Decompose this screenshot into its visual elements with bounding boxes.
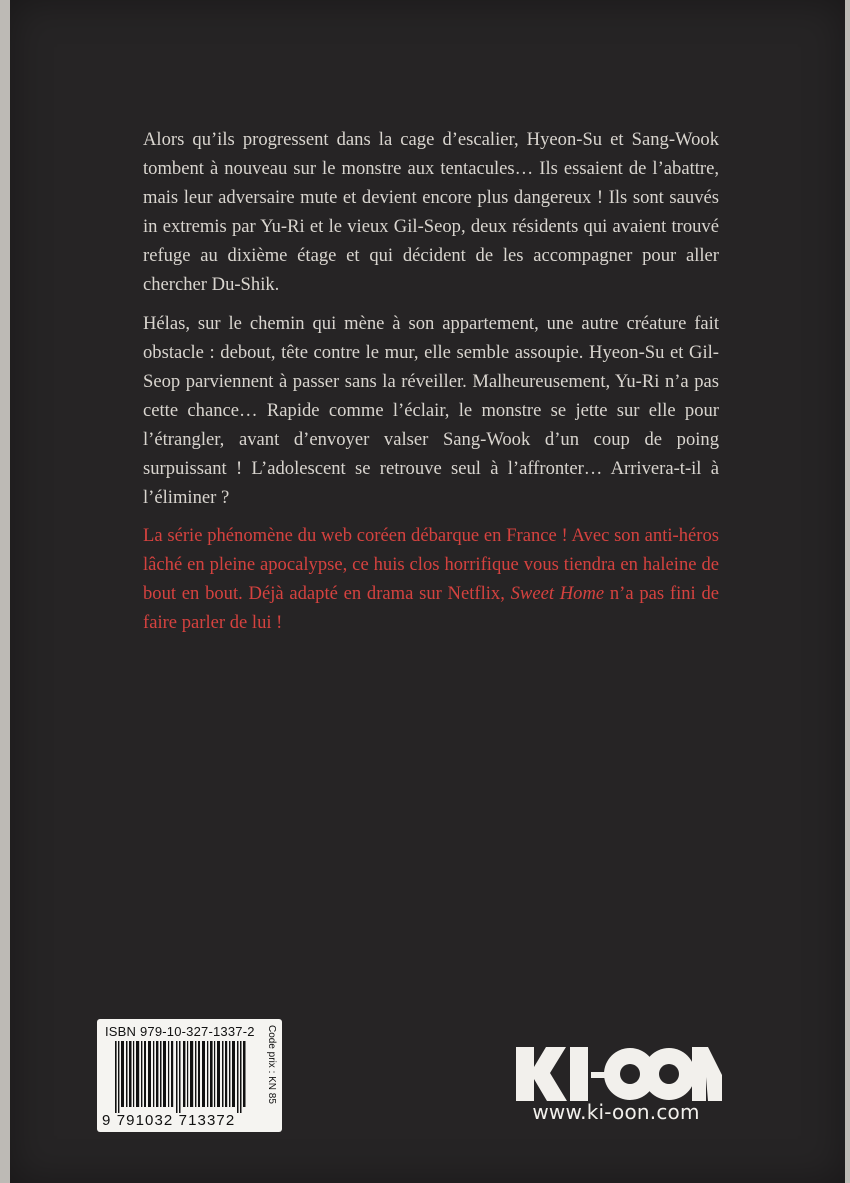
promo-paragraph [143,521,719,637]
publisher-url: www.ki-oon.com [532,1100,700,1124]
promo-text-end: n’a pas fini de faire parler de lui ! [143,583,719,633]
ki-oon-logo [512,1041,722,1107]
series-title: Sweet Home [510,583,605,604]
barcode-digits: 9 791032 713372 [102,1112,236,1129]
isbn-label: ISBN 979-10-327-1337-2 [105,1024,255,1039]
barcode-box [97,1019,282,1132]
synopsis-paragraph-2: Hélas, sur le chemin qui mène à son appartement, une autre créature fait obstacle : debout, tête contre le mur, elle semble assoupie. Hyeon-Su et Gil-Seop parviennent à passer sans la réveiller. Malheureusement, Yu-Ri n’a pas cette chance… Rapide comme l’éclair, le monstre se jette sur elle pour l’étrangler, avant d’envoyer valser Sang-Wook d’un coup de poing surpuissant ! L’adolescent se retrouve seul à l’affronter… Arrivera-t-il à l’éliminer ? [143,313,719,508]
price-code: Code prix : KN 85 [266,1025,277,1104]
promo-text: La série phénomène du web coréen débarque en France ! Avec son anti-héros lâché en pleine apocalypse, ce huis clos horrifique vous tiendra en haleine de bout en bout. Déjà adapté en drama sur Netflix, [143,525,719,604]
barcode-icon [115,1041,247,1113]
synopsis-paragraph-1: Alors qu’ils progressent dans la cage d’escalier, Hyeon-Su et Sang-Wook tombent à nouveau sur le monstre aux tentacules… Ils essaient de l’abattre, mais leur adversaire mute et devient encore plus dangereux ! Ils sont sauvés in extremis par Yu-Ri et le vieux Gil-Seop, deux résidents qui avaient trouvé refuge au dixième étage et qui décident de les accompagner pour aller chercher Du-Shik. [143,129,719,295]
